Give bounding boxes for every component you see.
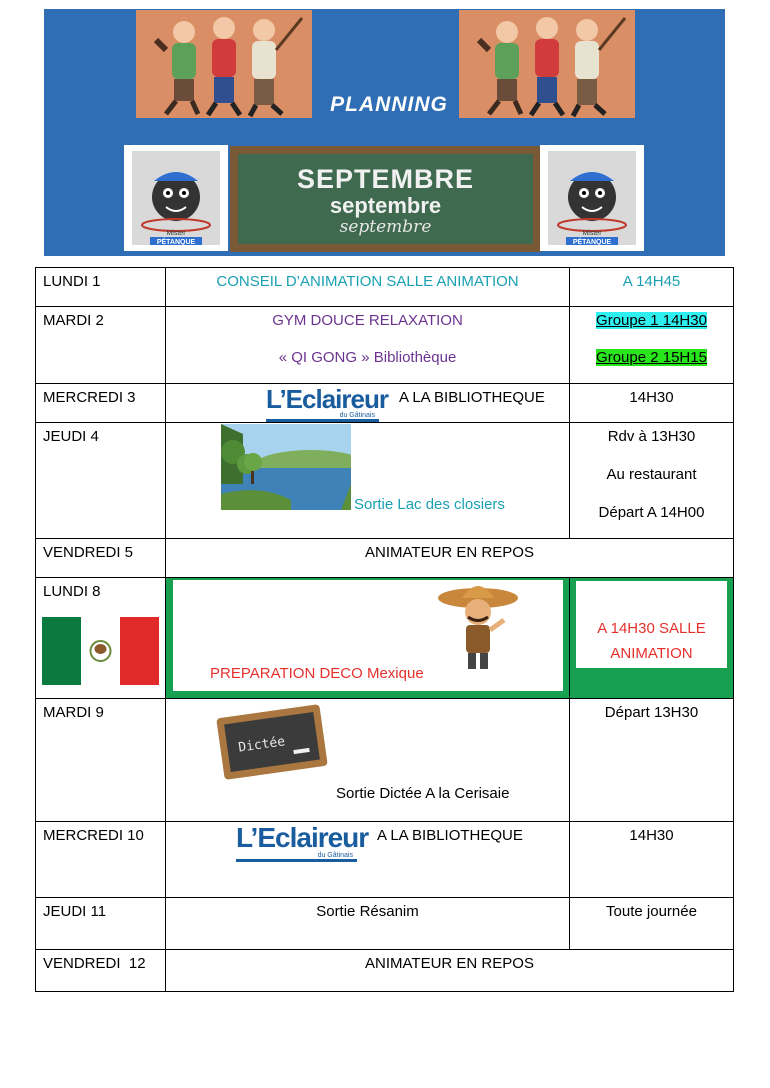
mexican-character-image	[430, 580, 526, 674]
day-label: LUNDI 1	[43, 273, 101, 290]
time-text: Rdv à 13H30	[607, 428, 696, 445]
eclaireur-logo-sub: du Gâtinais	[339, 412, 375, 419]
board-line-3: septembre	[339, 217, 432, 237]
time-text: A 14H30 SALLE	[597, 620, 706, 637]
logo-text-top: Mister	[582, 230, 602, 237]
page-title: PLANNING	[330, 93, 448, 116]
board-line-2: septembre	[329, 193, 442, 218]
day-label: JEUDI 4	[43, 428, 99, 445]
mister-petanque-logo	[124, 145, 228, 251]
eclaireur-logo-word: L’Eclaireur	[236, 822, 369, 853]
group-time	[570, 349, 733, 366]
header-banner	[44, 9, 725, 256]
day-label: LUNDI 8	[43, 583, 101, 600]
logo-text-bottom: PÉTANQUE	[572, 239, 612, 246]
table-row	[35, 422, 734, 539]
time-text: A 14H45	[622, 273, 681, 290]
group-hour: 14H30	[662, 312, 707, 329]
slate-text: Dictée	[237, 734, 287, 756]
table-row	[35, 306, 734, 384]
day-label: VENDREDI 12	[43, 955, 146, 972]
planning-table	[35, 267, 734, 992]
activity-text: Sortie Dictée A la Cerisaie	[336, 785, 510, 802]
table-row	[35, 538, 734, 578]
activity-text: CONSEIL D’ANIMATION SALLE ANIMATION	[216, 273, 519, 290]
activity-text: « QI GONG » Bibliothèque	[278, 349, 457, 366]
group-hour: 15H15	[662, 349, 707, 366]
eclaireur-logo-sub: du Gâtinais	[317, 852, 353, 859]
eclaireur-logo	[266, 384, 388, 422]
time-text: 14H30	[629, 827, 674, 844]
time-text: Toute journée	[606, 903, 697, 920]
table-row	[35, 577, 734, 699]
group-time	[570, 312, 733, 329]
time-text: Départ 13H30	[604, 704, 699, 721]
activity-text: GYM DOUCE RELAXATION	[272, 312, 463, 329]
eclaireur-logo	[236, 822, 369, 862]
group-label: Groupe 1	[596, 312, 659, 329]
activity-text: A LA BIBLIOTHEQUE	[399, 389, 545, 406]
day-label: MARDI 9	[43, 704, 104, 721]
day-label: JEUDI 11	[43, 903, 107, 920]
time-text: ANIMATION	[610, 645, 693, 662]
table-row	[35, 949, 734, 992]
chalkboard-image	[230, 146, 541, 252]
day-label: MERCREDI 10	[43, 827, 144, 844]
mister-petanque-logo	[540, 145, 644, 251]
eclaireur-logo-word: L’Eclaireur	[266, 384, 388, 414]
activity-text: ANIMATEUR EN REPOS	[365, 955, 534, 972]
activity-text: A LA BIBLIOTHEQUE	[377, 827, 523, 844]
activity-text: Sortie Résanim	[316, 903, 419, 920]
activity-text: Sortie Lac des closiers	[354, 496, 505, 513]
time-text: Au restaurant	[606, 466, 697, 483]
logo-text-bottom: PÉTANQUE	[156, 239, 196, 246]
day-label: VENDREDI 5	[43, 544, 134, 561]
day-label: MERCREDI 3	[43, 389, 136, 406]
dancing-seniors-image	[459, 10, 635, 118]
activity-text: PREPARATION DECO Mexique	[210, 665, 424, 682]
dancing-seniors-image	[136, 10, 312, 118]
board-line-1: SEPTEMBRE	[296, 164, 475, 194]
day-label: MARDI 2	[43, 312, 104, 329]
group-label: Groupe 2	[596, 349, 659, 366]
logo-text-top: Mister	[166, 230, 186, 237]
activity-text: ANIMATEUR EN REPOS	[365, 544, 534, 561]
table-row	[35, 897, 734, 950]
time-text: Départ A 14H00	[598, 504, 705, 521]
dictee-slate-image	[214, 701, 330, 783]
table-row	[35, 698, 734, 822]
table-row	[35, 821, 734, 898]
mexico-flag	[42, 617, 159, 685]
lake-image	[221, 424, 351, 510]
table-row	[35, 267, 734, 307]
time-text: 14H30	[629, 389, 674, 406]
table-row	[35, 383, 734, 423]
